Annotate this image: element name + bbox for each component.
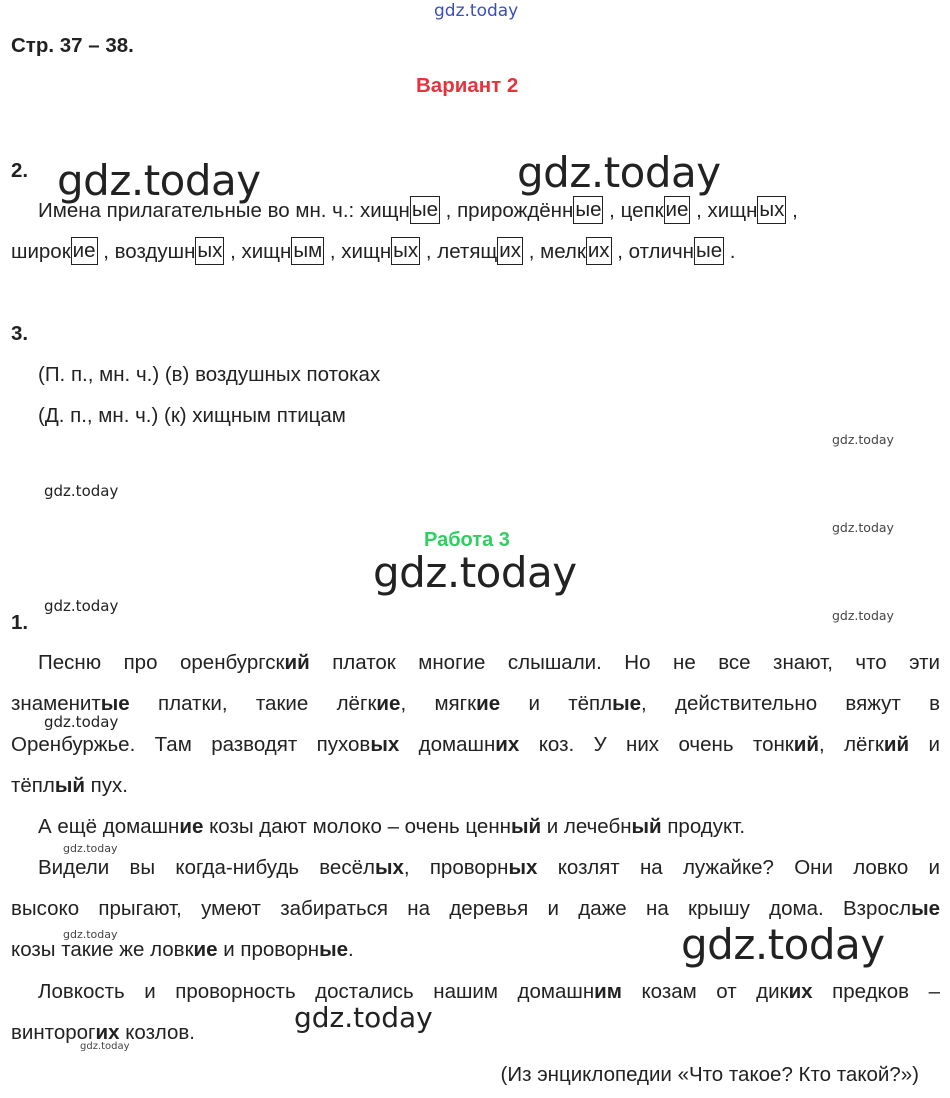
work-3-line-9: Ловкость и проворность достались нашим домашним козам от диких предков – bbox=[38, 980, 941, 1003]
ending-box: ым bbox=[291, 237, 324, 265]
watermark: gdz.today bbox=[832, 432, 894, 447]
watermark: gdz.today bbox=[80, 1041, 130, 1052]
word-4: хищных bbox=[707, 197, 785, 222]
word-7: хищным bbox=[241, 238, 323, 263]
watermark: gdz.today bbox=[832, 608, 894, 623]
work-3-line-2: знаменитые платки, такие лёгкие, мягкие и тёплые, действительно вяжут в bbox=[11, 692, 940, 715]
work-3-line-4: тёплый пух. bbox=[11, 774, 128, 797]
ending-box: их bbox=[497, 237, 523, 265]
ending-box: их bbox=[586, 237, 612, 265]
task-2-number: 2. bbox=[11, 159, 29, 182]
watermark: gdz.today bbox=[517, 148, 721, 197]
watermark: gdz.today bbox=[57, 156, 261, 205]
watermark: gdz.today bbox=[373, 548, 577, 597]
work-3-task-number: 1. bbox=[11, 611, 29, 634]
work-3-line-5: А ещё домашние козы дают молоко – очень ценный и лечебный продукт. bbox=[38, 815, 746, 838]
word-1: хищные bbox=[359, 197, 438, 222]
ending-box: ых bbox=[391, 237, 420, 265]
word-11: отличные bbox=[628, 238, 723, 263]
ending-box: ых bbox=[195, 237, 224, 265]
task-2-intro: Имена прилагательные во мн. ч.: bbox=[38, 199, 360, 222]
watermark: gdz.today bbox=[681, 920, 885, 969]
word-2: прирождённые bbox=[457, 197, 602, 222]
variant-heading: Вариант 2 bbox=[416, 74, 519, 97]
word-6: воздушных bbox=[114, 238, 223, 263]
watermark: gdz.today bbox=[63, 842, 118, 855]
watermark-top: gdz.today bbox=[434, 1, 519, 21]
watermark: gdz.today bbox=[44, 482, 119, 500]
ending-box: ые bbox=[573, 196, 603, 224]
work-3-line-7: высоко прыгают, умеют забираться на деревья и даже на крышу дома. Взрослые bbox=[11, 897, 940, 920]
watermark: gdz.today bbox=[44, 713, 119, 731]
task-3-number: 3. bbox=[11, 322, 29, 345]
ending-box: ых bbox=[757, 196, 786, 224]
work-3-line-8: козы такие же ловкие и проворные. bbox=[11, 938, 354, 961]
watermark: gdz.today bbox=[44, 597, 119, 615]
word-5: широкие bbox=[11, 238, 96, 263]
watermark: gdz.today bbox=[63, 928, 118, 941]
ending-box: ые bbox=[694, 237, 724, 265]
work-3-heading: Работа 3 bbox=[424, 529, 510, 551]
source-citation: (Из энциклопедии «Что такое? Кто такой?») bbox=[500, 1063, 919, 1086]
work-3-line-1: Песню про оренбургский платок многие слышали. Но не все знают, что эти bbox=[38, 651, 941, 674]
watermark: gdz.today bbox=[832, 520, 894, 535]
task-2-line-2: широкие , воздушных , хищным , хищных , летящих , мелких , отличные . bbox=[11, 238, 736, 263]
task-2-line-1: Имена прилагательные во мн. ч.: хищные , прирождённые , цепкие , хищных , bbox=[38, 197, 798, 222]
work-3-line-3: Оренбуржье. Там разводят пуховых домашних коз. У них очень тонкий, лёгкий и bbox=[11, 733, 940, 756]
work-3-line-10: винторогих козлов. bbox=[11, 1021, 195, 1044]
word-9: летящих bbox=[437, 238, 521, 263]
word-8: хищных bbox=[341, 238, 419, 263]
watermark: gdz.today bbox=[294, 1001, 433, 1034]
ending-box: ие bbox=[664, 196, 691, 224]
task-3-line-1: (П. п., мн. ч.) (в) воздушных потоках bbox=[38, 363, 381, 386]
task-3-line-2: (Д. п., мн. ч.) (к) хищным птицам bbox=[38, 404, 346, 427]
word-3: цепкие bbox=[620, 197, 689, 222]
work-3-line-6: Видели вы когда-нибудь весёлых, проворных козлят на лужайке? Они ловко и bbox=[38, 856, 940, 879]
word-10: мелких bbox=[540, 238, 610, 263]
ending-box: ые bbox=[410, 196, 440, 224]
ending-box: ие bbox=[71, 237, 98, 265]
page-reference: Стр. 37 – 38. bbox=[11, 34, 134, 57]
